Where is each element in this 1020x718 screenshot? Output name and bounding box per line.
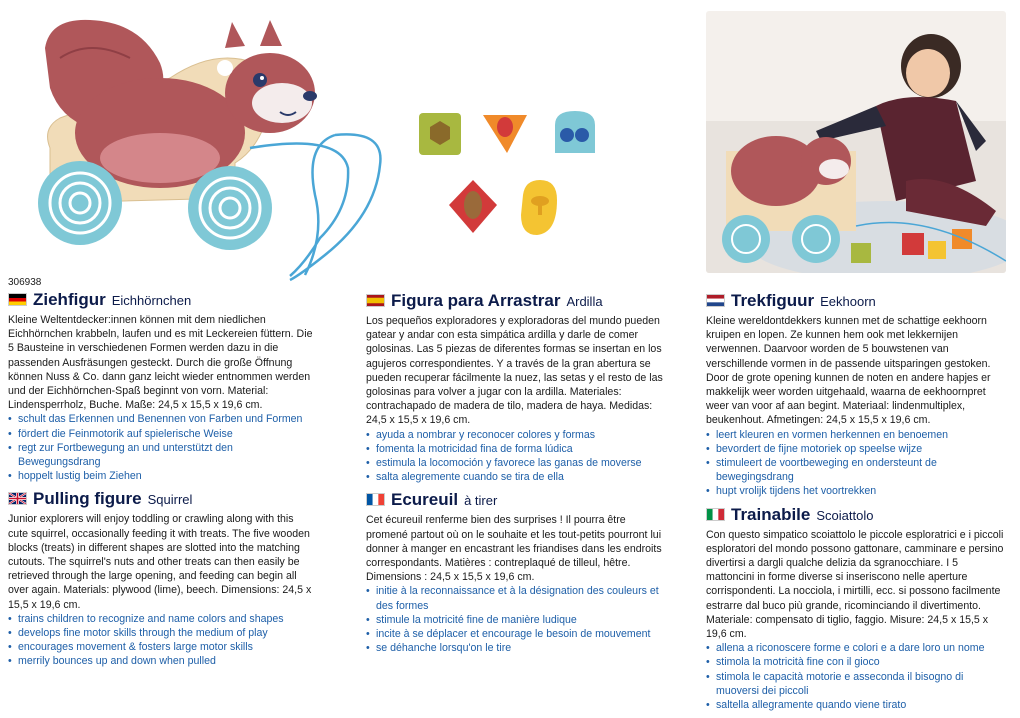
list-item: • leert kleuren en vormen herkennen en benoemen	[706, 428, 1004, 442]
list-item: • salta alegremente cuando se tira de ella	[366, 470, 666, 484]
section-fr-title: Ecureuil	[391, 490, 459, 510]
section-es	[366, 291, 666, 484]
flag-es	[366, 294, 385, 307]
section-fr-bullets	[366, 584, 666, 655]
section-en-subtitle: Squirrel	[147, 492, 193, 508]
section-nl-heading	[706, 291, 1004, 311]
section-en	[8, 489, 314, 668]
section-nl-title: Trekfiguur	[731, 291, 815, 310]
list-item: • hupt vrolijk tijdens het voortrekken	[706, 484, 1004, 498]
list-item: • estimula la locomoción y favorece las ganas de moverse	[366, 456, 666, 470]
list-item: • saltella allegramente quando viene tirato	[706, 698, 1004, 712]
list-item: • allena a riconoscere forme e colori e a dare loro un nome	[706, 641, 1004, 655]
list-item: • schult das Erkennen und Benennen von Farben und Formen	[8, 412, 314, 426]
pull-string-illustration	[285, 125, 395, 285]
section-es-title: Figura para Arrastrar	[391, 291, 561, 310]
section-fr-subtitle: à tirer	[464, 493, 498, 509]
section-de-body: Kleine Weltentdecker:innen können mit dem niedlichen Eichhörnchen krabbeln, laufen und es mit Leckereien füttern. Die 5 Bausteine in verschiedenen Formen werden dazu in die passenden Ausfräsungen gesteckt. Durch die große Öffnung können Nuss & Co. dann ganz leicht wieder entnommen werden und der Eichhörnchen-Spaß beginnt von vorn. Material: Lindensperrholz, Buche. Maße: 24,5 x 15,5 x 19,6 cm.	[8, 314, 313, 412]
column-right	[706, 291, 1004, 718]
section-en-bullets	[8, 612, 314, 669]
list-item: • ayuda a nombrar y reconocer colores y formas	[366, 428, 666, 442]
section-de-subtitle: Eichhörnchen	[111, 293, 192, 308]
section-fr-heading	[366, 490, 666, 510]
product-photo	[706, 11, 1006, 273]
list-item: • fomenta la motricidad fina de forma lúdica	[366, 442, 666, 456]
section-de-heading	[8, 290, 314, 310]
list-item: • hoppelt lustig beim Ziehen	[8, 469, 314, 483]
list-item: • stimola le capacità motorie e asseconda il bisogno di muoversi dei piccoli	[706, 670, 1004, 698]
section-de	[8, 290, 314, 483]
section-it-body: Con questo simpatico scoiattolo le piccole esploratrici e i piccoli esploratori del mondo possono gattonare, camminare e persino divertirsi a dargli qualche delizia da sgranocchiare. I 5 mattoncini in forme diverse si inseriscono nelle aperture corrispondenti. La nocciola, i mirtilli, ecc. si possono facilmente estrarre dal buco più grande, ricominciando il divertimento. Materiale: compensato di tiglio, faggio. Misure: 24,5 x 15,5 x 19,6 cm.	[706, 528, 1004, 641]
section-nl	[706, 291, 1004, 499]
section-it-heading	[706, 505, 1004, 525]
list-item: • se déhanche lorsqu'on le tire	[366, 641, 666, 655]
section-it-bullets	[706, 641, 1004, 712]
list-item: • bevordert de fijne motoriek op speelse wijze	[706, 442, 1004, 456]
section-nl-body: Kleine wereldontdekkers kunnen met de schattige eekhoorn kruipen en lopen. Ze kunnen hem ook met lekkernijen verwennen. Daarvoor worden de 5 bouwstenen van verschillende vormen in de passende uitsparingen gestoken. Door de grote opening kunnen de noten en andere hapjes er makkelijk weer worden uitgehaald, waarna de eekhoornpret weer van voor af aan begint. Materiaal: lindenmultiplex, beukenhout. Afmetingen: 24,5 x 15,5 x 19,6 cm.	[706, 315, 991, 427]
list-item: • incite à se déplacer et encourage le besoin de mouvement	[366, 627, 666, 641]
list-item: • initie à la reconnaissance et à la désignation des couleurs et des formes	[366, 584, 666, 612]
section-es-subtitle: Ardilla	[566, 294, 603, 309]
section-fr	[366, 490, 666, 655]
list-item: • stimuleert de voortbeweging en ondersteunt de bewegingsdrang	[706, 456, 1004, 484]
flag-gb	[8, 492, 27, 505]
section-it-title: Trainabile	[731, 504, 811, 524]
list-item: • fördert die Feinmotorik auf spielerische Weise	[8, 427, 314, 441]
section-es-bullets	[366, 428, 666, 485]
section-nl-bullets	[706, 428, 1004, 499]
section-en-body: Junior explorers will enjoy toddling or crawling along with this cute squirrel, occasionally feeding it with treats. The five wooden blocks (treats) in different shapes are slotted into the matching cutouts. The squirrel's nuts and other treats can then easily be retrieved through the large opening, and feeding can begin all over again. Materials: plywood (lime), beech. Dimensions: 24,5 x 15,5 x 19,6 cm.	[8, 513, 312, 611]
list-item: • stimola la motricità fine con il gioco	[706, 655, 1004, 669]
column-left	[8, 290, 314, 675]
list-item: • regt zur Fortbewegung an und unterstützt den Bewegungsdrang	[8, 441, 314, 469]
section-it-subtitle: Scoiattolo	[816, 507, 874, 523]
column-middle	[366, 291, 666, 661]
section-de-bullets	[8, 412, 314, 483]
section-es-body: Los pequeños exploradores y exploradoras del mundo pueden gatear y andar con esta simpática ardilla y darle de comer golosinas. Las 5 piezas de diferentes formas se insertan en los agujeros correspondientes. Y a través de la gran abertura se pueden recuperar fácilmente la nuez, las setas y el resto de las golosinas para volver a jugar con la ardilla. Materiales: contrachapado de madera de tilo, madera de haya. Medidas: 24,5 x 15,5 x 19,6 cm.	[366, 315, 663, 427]
flag-nl	[706, 294, 725, 307]
section-it	[706, 505, 1004, 713]
list-item: • merrily bounces up and down when pulled	[8, 654, 314, 668]
list-item: • trains children to recognize and name colors and shapes	[8, 612, 314, 626]
section-fr-body: Cet écureuil renferme bien des surprises ! Il pourra être promené partout où on le souhaite et les tout-petits pourront lui donner à manger en encastrant les friandises dans les endroits correspondants. Matières : contreplaqué de tilleul, hêtre. Dimensions : 24,5 x 15,5 x 19,6 cm.	[366, 514, 662, 584]
wooden-blocks-illustration	[415, 105, 610, 250]
section-nl-subtitle: Eekhoorn	[820, 294, 876, 309]
list-item: • encourages movement & fosters large motor skills	[8, 640, 314, 654]
section-en-heading	[8, 489, 314, 509]
flag-fr	[366, 493, 385, 506]
section-es-heading	[366, 291, 666, 311]
flag-de	[8, 293, 27, 306]
list-item: • develops fine motor skills through the medium of play	[8, 626, 314, 640]
section-en-title: Pulling figure	[33, 489, 142, 509]
list-item: • stimule la motricité fine de manière ludique	[366, 613, 666, 627]
flag-it	[706, 508, 725, 521]
article-number: 306938	[8, 277, 42, 288]
section-de-title: Ziehfigur	[33, 290, 106, 309]
